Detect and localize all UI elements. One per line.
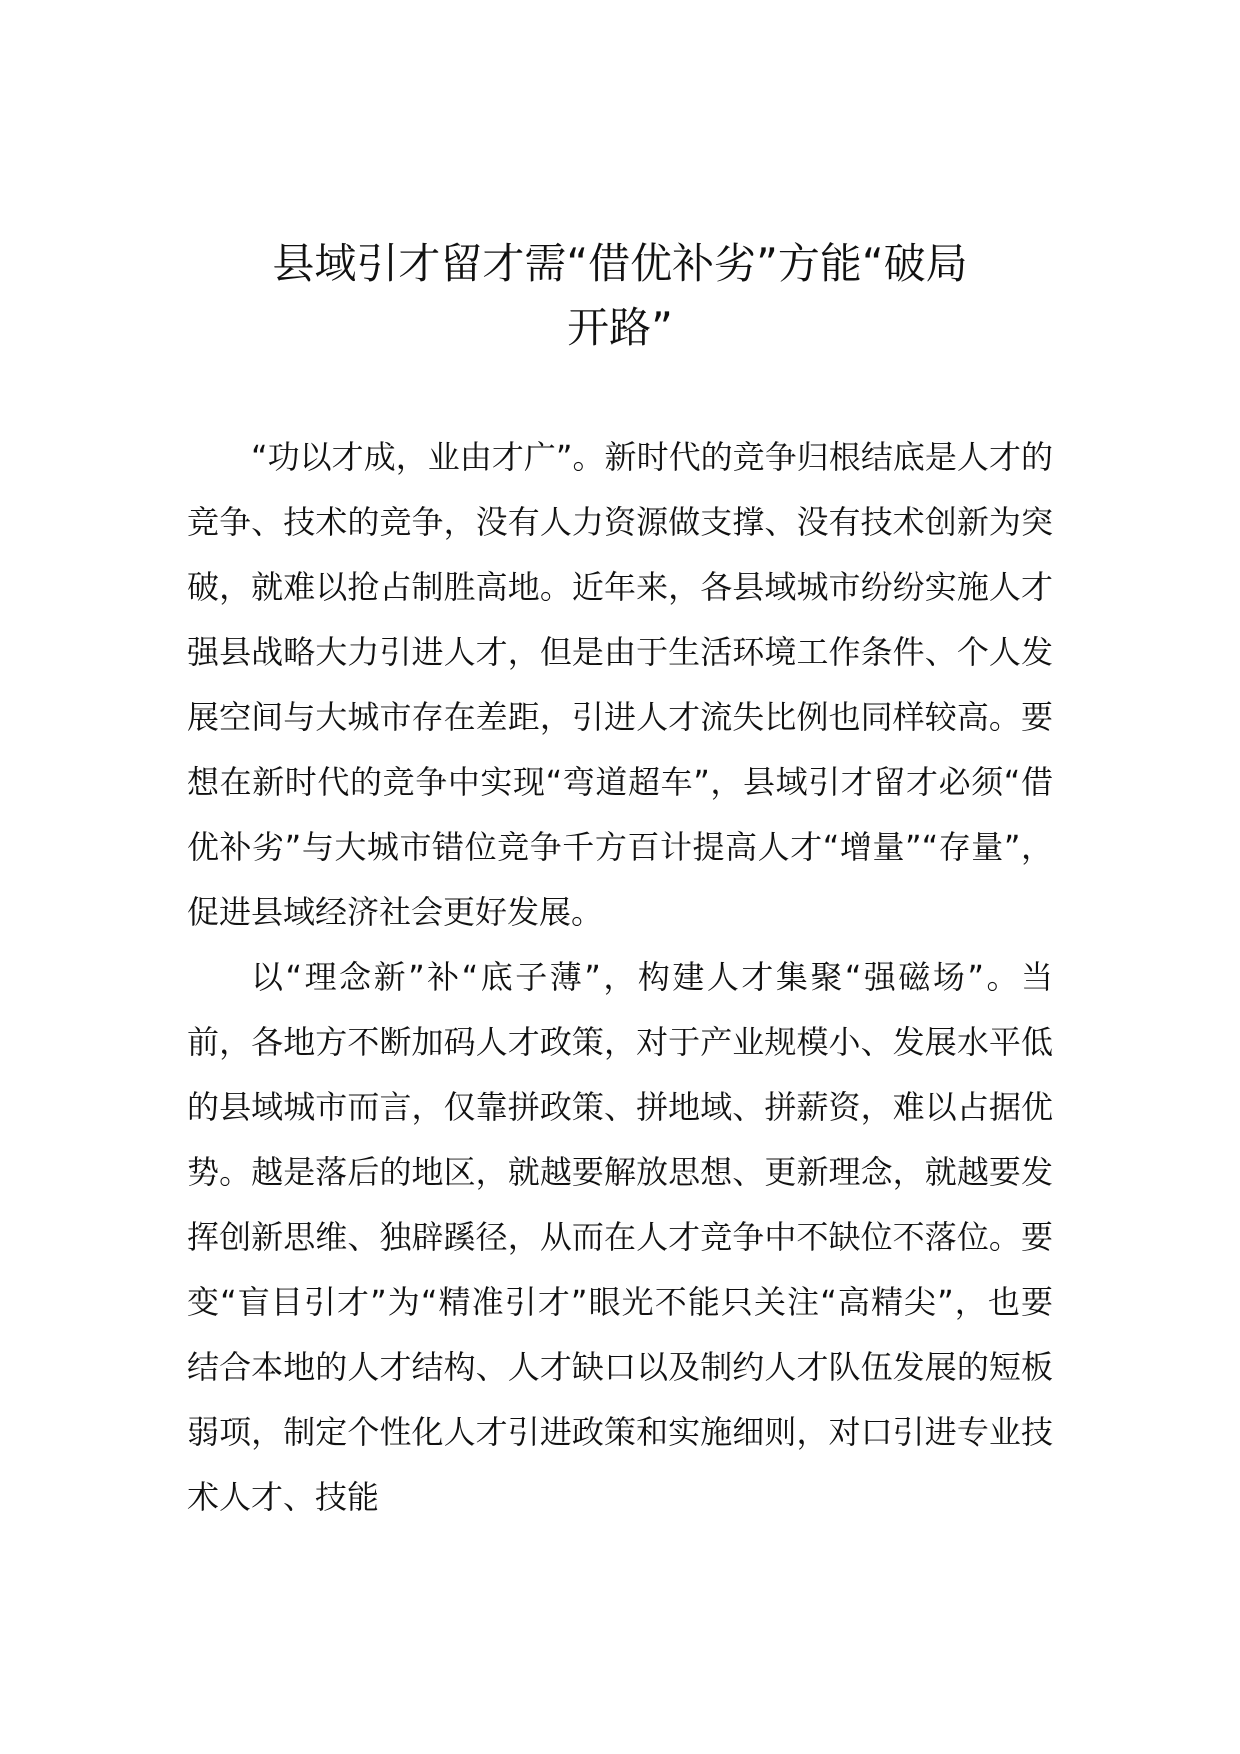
title-line-1: 县域引才留才需“借优补劣”方能“破局 — [272, 239, 968, 288]
paragraph-1: “功以才成，业由才广”。新时代的竞争归根结底是人才的竞争、技术的竞争，没有人力资源做支撑、没有技术创新为突破，就难以抢占制胜高地。近年来，各县域城市纷纷实施人才强县战略大力引进人才，但是由于生活环境工作条件、个人发展空间与大城市存在差距，引进人才流失比例也同样较高。要想在新时代的竞争中实现“弯道超车”，县域引才留才必须“借优补劣”与大城市错位竞争千方百计提高人才“增量”“存量”，促进县域经济社会更好发展。 — [187, 438, 1053, 931]
paragraph-2: 以“理念新”补“底子薄”，构建人才集聚“强磁场”。当前，各地方不断加码人才政策，对于产业规模小、发展水平低的县域城市而言，仅靠拼政策、拼地域、拼薪资，难以占据优势。越是落后的地区，就越要解放思想、更新理念，就越要发挥创新思维、独辟蹊径，从而在人才竞争中不缺位不落位。要变“盲目引才”为“精准引才”眼光不能只关注“高精尖”，也要结合本地的人才结构、人才缺口以及制约人才队伍发展的短板弱项，制定个性化人才引进政策和实施细则，对口引进专业技术人才、技能 — [187, 958, 1053, 1516]
title-line-2: 开路” — [567, 303, 673, 352]
document-body — [187, 425, 1053, 1530]
document-title — [180, 232, 1060, 360]
